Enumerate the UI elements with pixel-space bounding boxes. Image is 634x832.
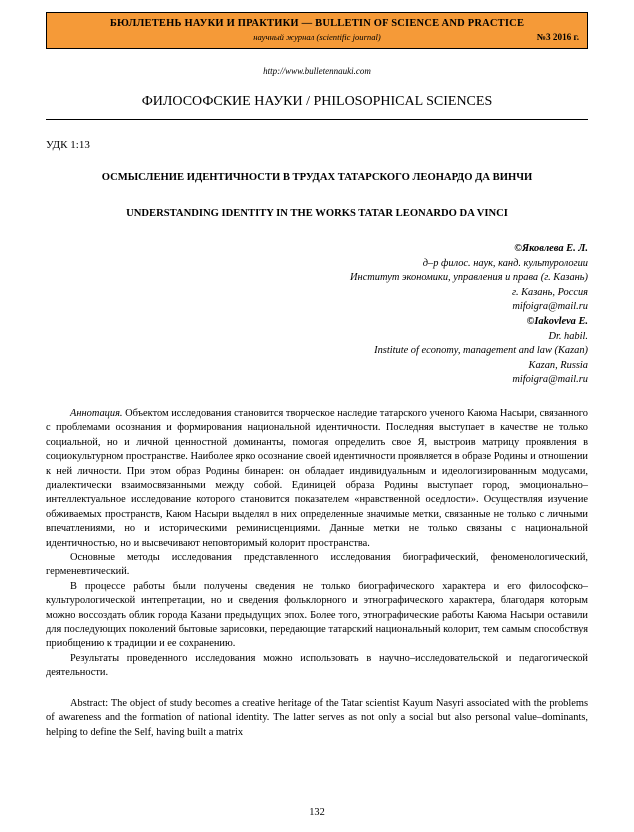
author-line: Kazan, Russia	[528, 359, 588, 371]
author-email: mifoigra@mail.ru	[512, 374, 588, 386]
author-line: г. Казань, Россия	[512, 286, 588, 298]
section-heading: ФИЛОСОФСКИЕ НАУКИ / PHILOSOPHICAL SCIENCES	[141, 94, 493, 109]
author-line: д–р филос. наук, канд. культурологии	[422, 257, 588, 269]
journal-subtitle-row	[53, 32, 581, 43]
author-line: Институт экономики, управления и права (г. Казань)	[350, 272, 588, 284]
abstract-paragraph: В процессе работы были получены сведения не только биографического характера и его философско–культурологической интепретации, но и сведения фольклорного и этнографического характера, благодаря которым можно воссоздать облик города Казани предыдущих эпох. Более того, этнографические работы Каюма Насыри оставили для последующих поколений бытовые зарисовки, передающие татарский национальный колорит, тем самым способствуя приобщению к традиции и ее сохранению.	[46, 580, 588, 650]
abstract-paragraph: Результаты проведенного исследования можно использовать в научно–исследовательской и педагогической деятельности.	[46, 652, 588, 679]
author-email: mifoigra@mail.ru	[512, 301, 588, 313]
abstract-en	[46, 697, 588, 741]
abstract-paragraph-text: Объектом исследования становится творческое наследие татарского ученого Каюма Насыри, связанного с проблемами осознания и формирования национальной идентичности. Последняя выступает в качестве не только социальной, но и личной ценностной доминанты, помогая определить свое Я, выстроив матрицу проявления в социокультурном пространстве. Наиболее ярко осознание своей идентичности проявляется в образе Родины и отношении к ней личности. При этом образ Родины бинарен: он обладает индивидуальным и идеологизированным модусами, диалектически взаимосвязанными между собой. Единицей образа Родины выступает город, эмоционально–интеллектуальное исследование которого становится показателем «нравственной оседлости». Осуществляя изучение обживаемых пространств, Каюм Насыри выделял в них определенные значимые метки, связанные не только с личными впечатлениями, но и историческими реминисценциями. Данные метки не только связаны с национальной идентичностью, но и высвечивают неповторимый колорит пространства.	[46, 407, 588, 549]
author-line: ©Iakovleva E.	[526, 315, 588, 327]
authors-block	[46, 242, 588, 388]
header-divider	[46, 119, 588, 120]
document-page	[0, 12, 634, 832]
article-title-ru: ОСМЫСЛЕНИЕ ИДЕНТИЧНОСТИ В ТРУДАХ ТАТАРСКОГО ЛЕОНАРДО ДА ВИНЧИ	[101, 172, 533, 183]
article-title-en: UNDERSTANDING IDENTITY IN THE WORKS TATAR LEONARDO DA VINCI	[126, 208, 508, 219]
abstract-paragraph: Abstract: The object of study becomes a creative heritage of the Tatar scientist Kayum Nasyri associated with the problems of awareness and the formation of national identity. The latter serves as not only a social but also personal value–dominants, helping to define the Self, having built a matrix	[46, 697, 588, 738]
journal-subtitle: научный журнал (scientific journal)	[253, 32, 381, 42]
journal-title: БЮЛЛЕТЕНЬ НАУКИ И ПРАКТИКИ — BULLETIN OF SCIENCE AND PRACTICE	[109, 18, 525, 29]
journal-website-url: http://www.bulletennauki.com	[263, 66, 371, 76]
author-line: Institute of economy, management and law (Kazan)	[374, 345, 588, 357]
abstract-ru	[46, 407, 588, 681]
page-number: 132	[309, 807, 325, 818]
journal-issue: №3 2016 г.	[536, 32, 579, 42]
abstract-paragraph: Основные методы исследования представленного исследования биографический, феноменологический, герменевтический.	[46, 552, 588, 578]
author-line: Dr. habil.	[548, 330, 588, 342]
author-line: ©Яковлева Е. Л.	[514, 243, 588, 254]
abstract-label: Аннотация.	[70, 407, 123, 419]
abstract-paragraph	[46, 407, 588, 551]
udc-code: УДК 1:13	[46, 139, 90, 151]
journal-banner	[46, 12, 588, 49]
